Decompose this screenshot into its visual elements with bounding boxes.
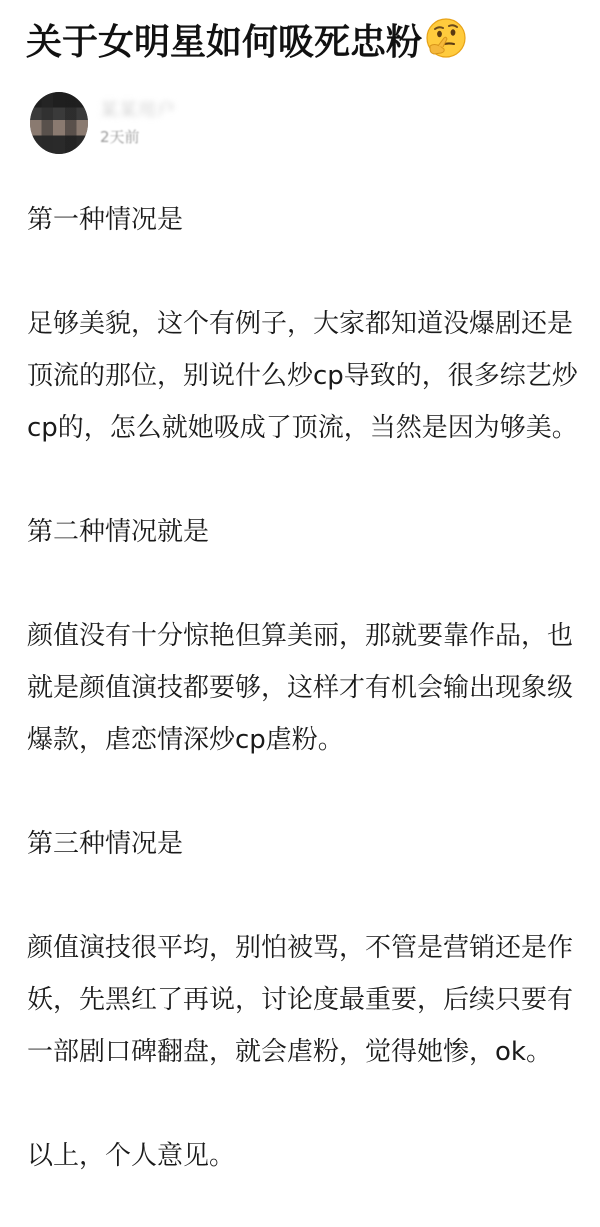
author-row[interactable] <box>30 92 430 156</box>
paragraph-body-1: 足够美貌，这个有例子，大家都知道没爆剧还是顶流的那位，别说什么炒cp导致的，很多综艺炒cp的，怎么就她吸成了顶流，当然是因为够美。 <box>27 309 578 443</box>
paragraph-body-2: 颜值没有十分惊艳但算美丽，那就要靠作品，也就是颜值演技都要够，这样才有机会输出现象级爆款，虐恋情深炒cp虐粉。 <box>27 621 574 755</box>
post-time: 2天前 <box>100 128 140 146</box>
paragraph-body-3: 颜值演技很平均，别怕被骂，不管是营销还是作妖，先黑红了再说，讨论度最重要，后续只要有一部剧口碑翻盘，就会虐粉，觉得她惨，ok。 <box>27 933 574 1067</box>
avatar-mosaic <box>30 92 88 154</box>
paragraph-heading-3: 第三种情况是 <box>27 829 184 859</box>
post-content <box>27 194 587 1182</box>
thinking-face-icon <box>424 16 468 75</box>
avatar[interactable] <box>30 92 88 154</box>
paragraph-heading-2: 第二种情况就是 <box>27 517 210 547</box>
post-title-text: 关于女明星如何吸死忠粉 <box>26 22 423 63</box>
author-name[interactable]: 某某用户 <box>100 100 176 121</box>
paragraph-conclusion: 以上，个人意见。 <box>27 1141 236 1171</box>
paragraph-heading-1: 第一种情况是 <box>27 205 184 235</box>
post-title <box>26 16 468 75</box>
